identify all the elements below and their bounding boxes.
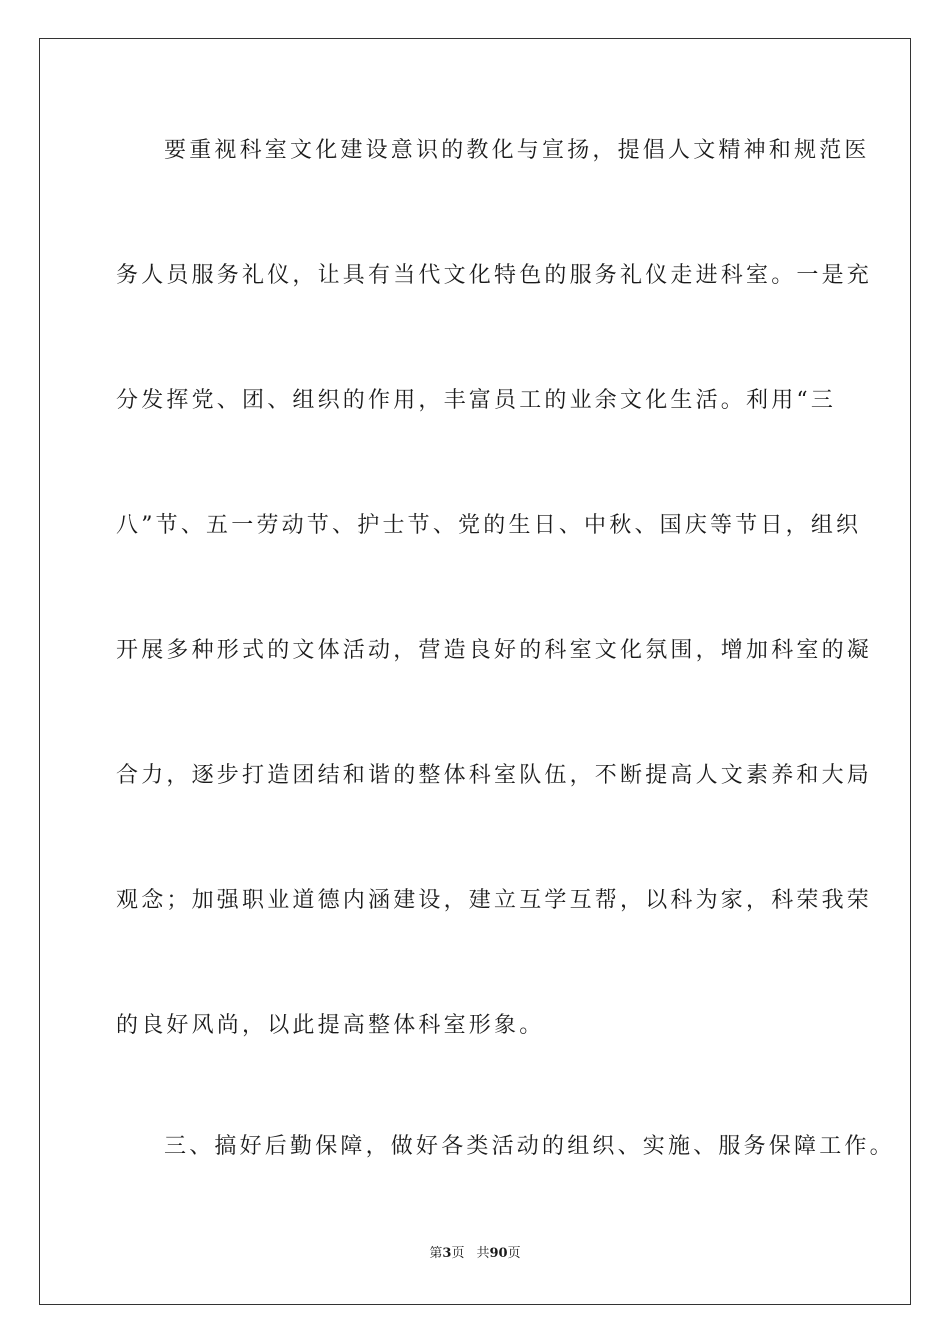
paragraph-line: 开展多种形式的文体活动，营造良好的科室文化氛围，增加科室的凝 [116, 638, 873, 663]
page-prefix: 第 [429, 1246, 443, 1261]
total-suffix: 页 [507, 1246, 521, 1261]
page-footer [0, 1246, 950, 1262]
paragraph-line: 观念；加强职业道德内涵建设，建立互学互帮，以科为家，科荣我荣 [116, 888, 873, 913]
paragraph-line: 八”节、五一劳动节、护士节、党的生日、中秋、国庆等节日，组织 [116, 513, 862, 538]
page-number: 3 [442, 1246, 452, 1261]
total-prefix: 共 [476, 1246, 490, 1261]
paragraph-line: 务人员服务礼仪，让具有当代文化特色的服务礼仪走进科室。一是充 [116, 263, 873, 288]
section-heading: 三、搞好后勤保障，做好各类活动的组织、实施、服务保障工作。 [164, 1134, 895, 1159]
paragraph-line: 合力，逐步打造团结和谐的整体科室队伍，不断提高人文素养和大局 [116, 763, 873, 788]
paragraph-line: 要重视科室文化建设意识的教化与宣扬，提倡人文精神和规范医 [164, 138, 870, 163]
total-pages: 90 [489, 1246, 508, 1261]
paragraph-line: 的良好风尚，以此提高整体科室形象。 [116, 1013, 545, 1038]
page-border [39, 38, 911, 1305]
page-suffix: 页 [451, 1246, 465, 1261]
paragraph-line: 分发挥党、团、组织的作用，丰富员工的业余文化生活。利用“三 [116, 388, 837, 413]
